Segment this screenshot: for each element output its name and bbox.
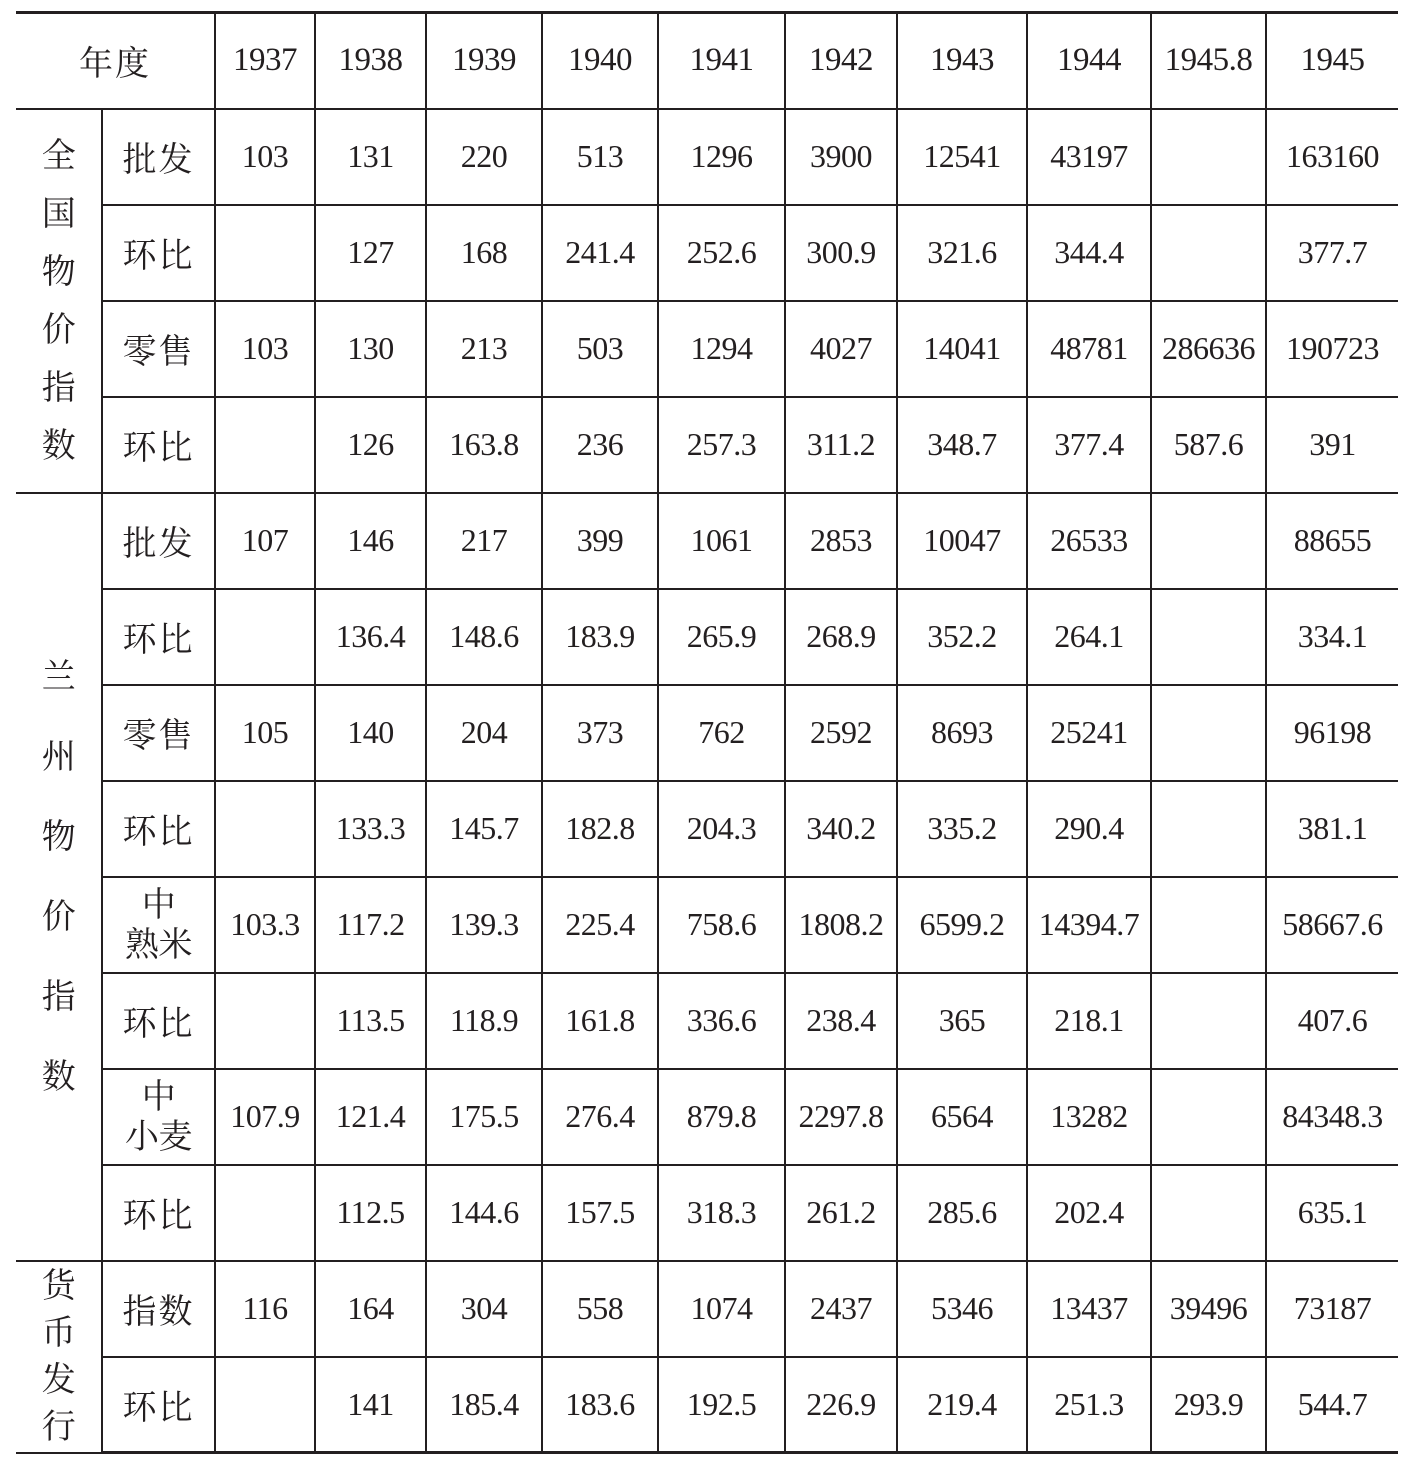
row-label: 批发 [102,493,215,589]
group-label-text: 全国物价指数 [41,135,76,466]
value-cell: 635.1 [1266,1165,1398,1261]
value-cell [1151,493,1266,589]
value-cell: 13437 [1027,1261,1151,1357]
value-cell: 1294 [658,301,785,397]
value-cell: 39496 [1151,1261,1266,1357]
value-cell: 879.8 [658,1069,785,1165]
table-row [16,397,1398,493]
table-row [16,493,1398,589]
header-year-1941: 1941 [658,13,785,109]
value-cell: 238.4 [785,973,897,1069]
value-cell: 340.2 [785,781,897,877]
value-cell: 163160 [1266,109,1398,205]
value-cell: 218.1 [1027,973,1151,1069]
header-row [16,13,1398,109]
value-cell: 6599.2 [897,877,1027,973]
value-cell: 202.4 [1027,1165,1151,1261]
value-cell: 1296 [658,109,785,205]
value-cell [1151,589,1266,685]
value-cell: 163.8 [426,397,542,493]
table-row [16,109,1398,205]
value-cell: 103 [215,109,315,205]
row-label [102,877,215,973]
value-cell: 352.2 [897,589,1027,685]
value-cell [215,589,315,685]
row-label: 零售 [102,685,215,781]
value-cell: 168 [426,205,542,301]
value-cell: 373 [542,685,658,781]
row-label: 环比 [102,973,215,1069]
value-cell: 391 [1266,397,1398,493]
value-cell: 107 [215,493,315,589]
value-cell: 58667.6 [1266,877,1398,973]
row-label: 零售 [102,301,215,397]
value-cell: 148.6 [426,589,542,685]
value-cell: 257.3 [658,397,785,493]
table-row [16,205,1398,301]
row-label: 批发 [102,109,215,205]
value-cell: 192.5 [658,1357,785,1453]
value-cell: 204.3 [658,781,785,877]
value-cell: 335.2 [897,781,1027,877]
value-cell: 217 [426,493,542,589]
value-cell: 5346 [897,1261,1027,1357]
header-year-1939: 1939 [426,13,542,109]
value-cell: 146 [315,493,426,589]
table-row [16,589,1398,685]
value-cell: 1808.2 [785,877,897,973]
value-cell: 399 [542,493,658,589]
value-cell: 157.5 [542,1165,658,1261]
value-cell: 285.6 [897,1165,1027,1261]
value-cell: 503 [542,301,658,397]
value-cell: 190723 [1266,301,1398,397]
value-cell [215,973,315,1069]
value-cell: 84348.3 [1266,1069,1398,1165]
table-row [16,973,1398,1069]
value-cell: 182.8 [542,781,658,877]
header-year-1938: 1938 [315,13,426,109]
value-cell: 10047 [897,493,1027,589]
value-cell: 290.4 [1027,781,1151,877]
group-label-currency [16,1261,102,1453]
header-year-1942: 1942 [785,13,897,109]
value-cell: 407.6 [1266,973,1398,1069]
value-cell [215,1165,315,1261]
value-cell: 300.9 [785,205,897,301]
value-cell: 113.5 [315,973,426,1069]
value-cell: 103.3 [215,877,315,973]
value-cell: 348.7 [897,397,1027,493]
value-cell: 318.3 [658,1165,785,1261]
header-year-1944: 1944 [1027,13,1151,109]
value-cell: 265.9 [658,589,785,685]
value-cell: 4027 [785,301,897,397]
value-cell: 121.4 [315,1069,426,1165]
value-cell [215,397,315,493]
value-cell: 377.4 [1027,397,1151,493]
value-cell: 558 [542,1261,658,1357]
value-cell: 513 [542,109,658,205]
value-cell [1151,205,1266,301]
value-cell: 293.9 [1151,1357,1266,1453]
value-cell [1151,781,1266,877]
value-cell: 136.4 [315,589,426,685]
value-cell [1151,973,1266,1069]
value-cell: 8693 [897,685,1027,781]
value-cell: 2297.8 [785,1069,897,1165]
value-cell: 236 [542,397,658,493]
value-cell: 185.4 [426,1357,542,1453]
row-label: 环比 [102,781,215,877]
value-cell: 139.3 [426,877,542,973]
row-label: 环比 [102,397,215,493]
value-cell: 241.4 [542,205,658,301]
value-cell: 204 [426,685,542,781]
value-cell: 105 [215,685,315,781]
row-label: 环比 [102,1357,215,1453]
table-body [16,13,1398,1453]
value-cell: 365 [897,973,1027,1069]
value-cell: 141 [315,1357,426,1453]
value-cell [1151,877,1266,973]
header-year-1937: 1937 [215,13,315,109]
value-cell: 213 [426,301,542,397]
value-cell: 1074 [658,1261,785,1357]
value-cell: 126 [315,397,426,493]
value-cell: 130 [315,301,426,397]
row-label: 环比 [102,589,215,685]
value-cell: 321.6 [897,205,1027,301]
value-cell: 103 [215,301,315,397]
table-row [16,1261,1398,1357]
value-cell: 12541 [897,109,1027,205]
value-cell: 252.6 [658,205,785,301]
value-cell: 117.2 [315,877,426,973]
table-row [16,1165,1398,1261]
value-cell: 762 [658,685,785,781]
value-cell: 96198 [1266,685,1398,781]
value-cell: 220 [426,109,542,205]
price-index-table [16,11,1398,1454]
header-year-label: 年度 [16,13,215,109]
value-cell [215,205,315,301]
header-year-1940: 1940 [542,13,658,109]
row-label: 环比 [102,205,215,301]
value-cell: 2853 [785,493,897,589]
value-cell: 116 [215,1261,315,1357]
value-cell: 183.6 [542,1357,658,1453]
header-year-1945: 1945 [1266,13,1398,109]
value-cell: 118.9 [426,973,542,1069]
value-cell: 107.9 [215,1069,315,1165]
value-cell: 14041 [897,301,1027,397]
value-cell [1151,109,1266,205]
value-cell: 48781 [1027,301,1151,397]
value-cell: 26533 [1027,493,1151,589]
group-label-national [16,109,102,493]
table-row [16,301,1398,397]
value-cell: 251.3 [1027,1357,1151,1453]
value-cell: 344.4 [1027,205,1151,301]
value-cell: 14394.7 [1027,877,1151,973]
value-cell: 336.6 [658,973,785,1069]
value-cell: 226.9 [785,1357,897,1453]
row-label [102,1069,215,1165]
value-cell: 587.6 [1151,397,1266,493]
header-year-1945-8: 1945.8 [1151,13,1266,109]
value-cell: 6564 [897,1069,1027,1165]
group-label-text: 兰州物价指数 [41,656,76,1097]
value-cell: 261.2 [785,1165,897,1261]
value-cell: 219.4 [897,1357,1027,1453]
group-label-lanzhou [16,493,102,1261]
table-row [16,877,1398,973]
value-cell: 127 [315,205,426,301]
value-cell: 145.7 [426,781,542,877]
value-cell: 140 [315,685,426,781]
header-year-1943: 1943 [897,13,1027,109]
value-cell: 144.6 [426,1165,542,1261]
value-cell: 2592 [785,685,897,781]
value-cell [215,781,315,877]
table-row [16,685,1398,781]
value-cell: 225.4 [542,877,658,973]
value-cell: 131 [315,109,426,205]
value-cell: 88655 [1266,493,1398,589]
table-row [16,1069,1398,1165]
value-cell [1151,1069,1266,1165]
value-cell: 381.1 [1266,781,1398,877]
value-cell [215,1357,315,1453]
value-cell: 1061 [658,493,785,589]
value-cell: 133.3 [315,781,426,877]
value-cell: 544.7 [1266,1357,1398,1453]
value-cell: 161.8 [542,973,658,1069]
value-cell: 183.9 [542,589,658,685]
value-cell: 164 [315,1261,426,1357]
value-cell: 73187 [1266,1261,1398,1357]
value-cell: 13282 [1027,1069,1151,1165]
value-cell: 334.1 [1266,589,1398,685]
row-label-line1: 中 [141,884,176,925]
table-row [16,1357,1398,1453]
value-cell: 304 [426,1261,542,1357]
row-label: 指数 [102,1261,215,1357]
row-label-line2: 熟米 [125,924,192,965]
value-cell: 377.7 [1266,205,1398,301]
value-cell: 286636 [1151,301,1266,397]
value-cell: 276.4 [542,1069,658,1165]
value-cell: 43197 [1027,109,1151,205]
group-label-text: 货币发行 [41,1265,76,1447]
table-row [16,781,1398,877]
value-cell: 268.9 [785,589,897,685]
value-cell: 3900 [785,109,897,205]
value-cell: 175.5 [426,1069,542,1165]
value-cell: 112.5 [315,1165,426,1261]
value-cell: 311.2 [785,397,897,493]
value-cell: 758.6 [658,877,785,973]
value-cell: 264.1 [1027,589,1151,685]
value-cell [1151,685,1266,781]
row-label-line1: 中 [141,1076,176,1117]
value-cell [1151,1165,1266,1261]
value-cell: 2437 [785,1261,897,1357]
value-cell: 25241 [1027,685,1151,781]
row-label: 环比 [102,1165,215,1261]
row-label-line2: 小麦 [125,1116,192,1157]
